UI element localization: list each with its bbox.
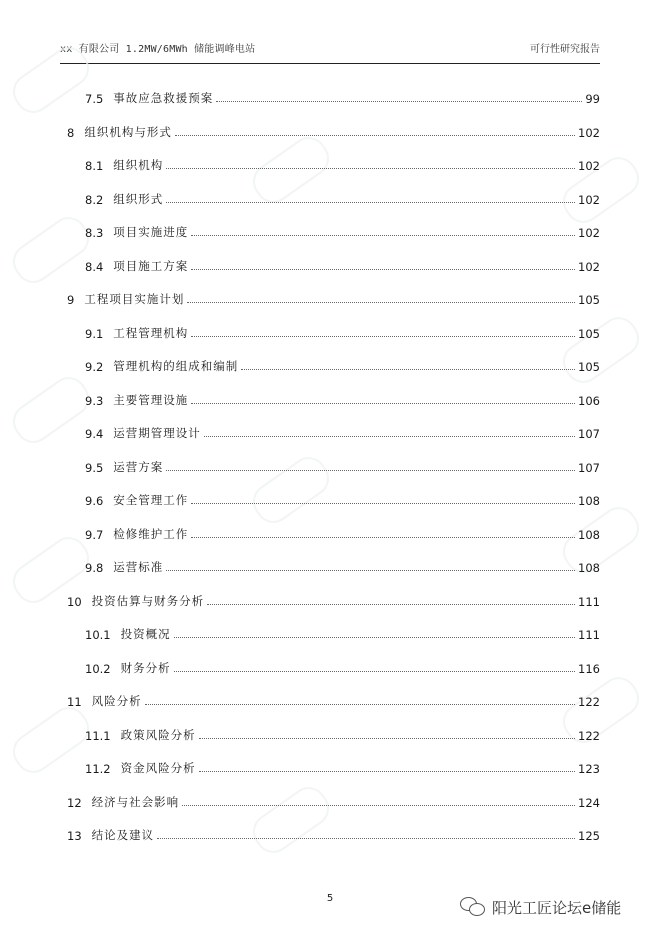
toc-entry-title: 结论及建议 xyxy=(91,828,155,842)
toc-entry-number: 8.2 xyxy=(85,192,104,207)
toc-dot-leader xyxy=(191,268,575,270)
toc-dot-leader xyxy=(199,737,575,739)
toc-entry-title: 安全管理工作 xyxy=(113,493,189,507)
toc-entry-title: 投资概况 xyxy=(120,627,171,641)
toc-entry-page: 125 xyxy=(578,829,600,843)
toc-entry-number: 8.3 xyxy=(85,226,104,240)
toc-entry-title: 工程项目实施计划 xyxy=(84,292,185,306)
toc-entry-number: 9.8 xyxy=(85,561,104,575)
toc-entry[interactable] xyxy=(85,86,600,106)
toc-entry-number: 11.2 xyxy=(85,762,111,776)
toc-dot-leader xyxy=(191,536,575,538)
toc-entry[interactable] xyxy=(67,790,600,810)
toc-dot-leader xyxy=(174,670,575,672)
toc-entry-page: 102 xyxy=(578,125,600,140)
toc-entry-number: 9.1 xyxy=(85,326,104,341)
toc-entry-page: 107 xyxy=(578,460,600,475)
toc-entry[interactable] xyxy=(67,120,600,140)
header-divider xyxy=(60,63,600,64)
toc-dot-leader xyxy=(191,335,575,337)
toc-entry-title: 投资估算与财务分析 xyxy=(91,593,205,608)
toc-entry-title: 项目施工方案 xyxy=(113,258,189,273)
toc-entry-title: 检修维护工作 xyxy=(113,526,189,541)
toc-entry[interactable] xyxy=(85,622,600,642)
wechat-icon xyxy=(460,897,486,917)
toc-entry-title: 组织机构 xyxy=(113,158,164,172)
toc-entry-title: 工程管理机构 xyxy=(113,325,189,340)
toc-entry-title: 运营方案 xyxy=(113,459,164,474)
toc-entry-number: 13 xyxy=(67,829,82,843)
toc-entry-page: 123 xyxy=(578,762,600,776)
toc-dot-leader xyxy=(166,201,575,203)
toc-entry-title: 风险分析 xyxy=(91,694,142,708)
toc-entry-title: 项目实施进度 xyxy=(113,225,189,239)
toc-entry[interactable] xyxy=(85,388,600,408)
header-company-title: xx 有限公司 1.2MW/6MWh 储能调峰电站 xyxy=(60,44,256,55)
toc-entry-title: 运营标准 xyxy=(113,560,164,574)
toc-dot-leader xyxy=(157,837,575,839)
toc-entry[interactable] xyxy=(85,254,600,274)
toc-entry-number: 9.7 xyxy=(85,527,104,542)
toc-entry-page: 111 xyxy=(578,628,600,642)
toc-entry-number: 8.4 xyxy=(85,259,104,274)
toc-entry-page: 122 xyxy=(578,728,600,743)
toc-entry-number: 7.5 xyxy=(85,92,104,106)
toc-dot-leader xyxy=(187,301,575,303)
toc-entry[interactable] xyxy=(85,488,600,508)
toc-entry[interactable] xyxy=(85,321,600,341)
toc-entry-page: 108 xyxy=(578,527,600,542)
toc-entry[interactable] xyxy=(67,589,600,609)
toc-dot-leader xyxy=(191,234,575,236)
toc-entry-page: 105 xyxy=(578,326,600,341)
toc-dot-leader xyxy=(207,603,575,605)
watermark-stamp xyxy=(6,700,96,780)
watermark-caption xyxy=(460,893,660,921)
watermark-text: 阳光工匠论坛e储能 xyxy=(492,898,622,917)
toc-entry-page: 124 xyxy=(578,795,600,810)
toc-entry-number: 8 xyxy=(67,125,75,140)
toc-entry-page: 99 xyxy=(585,92,600,106)
toc-entry[interactable] xyxy=(85,522,600,542)
toc-entry-number: 9.6 xyxy=(85,494,104,508)
toc-dot-leader xyxy=(182,804,575,806)
watermark-stamp xyxy=(6,370,96,450)
toc-entry-page: 102 xyxy=(578,226,600,240)
toc-dot-leader xyxy=(145,703,575,705)
toc-entry-title: 财务分析 xyxy=(120,660,171,675)
toc-entry-page: 106 xyxy=(578,393,600,408)
toc-entry-number: 10.1 xyxy=(85,628,111,642)
toc-entry[interactable] xyxy=(85,354,600,374)
toc-dot-leader xyxy=(241,368,575,370)
page-number: 5 xyxy=(326,893,334,904)
toc-entry-title: 事故应急救援预案 xyxy=(113,91,214,105)
toc-entry-number: 9.2 xyxy=(85,360,104,374)
toc-dot-leader xyxy=(199,770,575,772)
toc-entry-number: 9.5 xyxy=(85,460,104,475)
page-header xyxy=(60,38,600,58)
toc-entry-page: 111 xyxy=(578,594,600,609)
toc-dot-leader xyxy=(166,167,575,169)
toc-entry[interactable] xyxy=(67,823,600,843)
toc-entry[interactable] xyxy=(85,187,600,207)
toc-dot-leader xyxy=(191,402,575,404)
toc-entry-number: 8.1 xyxy=(85,159,104,173)
toc-dot-leader xyxy=(166,569,575,571)
toc-entry[interactable] xyxy=(85,656,600,676)
toc-entry-number: 10.2 xyxy=(85,661,111,676)
toc-entry[interactable] xyxy=(85,455,600,475)
toc-entry-page: 102 xyxy=(578,259,600,274)
toc-entry-page: 116 xyxy=(578,661,600,676)
toc-entry-number: 9 xyxy=(67,293,75,307)
toc-entry[interactable] xyxy=(85,421,600,441)
toc-entry-page: 105 xyxy=(578,360,600,374)
toc-entry-page: 108 xyxy=(578,494,600,508)
toc-dot-leader xyxy=(204,435,575,437)
toc-entry-title: 主要管理设施 xyxy=(113,392,189,407)
watermark-stamp xyxy=(6,210,96,290)
toc-entry-number: 9.4 xyxy=(85,427,104,441)
toc-dot-leader xyxy=(175,134,575,136)
toc-entry-page: 107 xyxy=(578,427,600,441)
toc-entry-page: 105 xyxy=(578,293,600,307)
toc-entry[interactable] xyxy=(67,287,600,307)
toc-dot-leader xyxy=(216,100,582,102)
toc-entry-title: 经济与社会影响 xyxy=(91,794,180,809)
toc-entry[interactable] xyxy=(67,689,600,709)
toc-dot-leader xyxy=(174,636,575,638)
toc-entry[interactable] xyxy=(85,153,600,173)
toc-entry-number: 12 xyxy=(67,795,82,810)
toc-entry-number: 11.1 xyxy=(85,728,111,743)
toc-entry[interactable] xyxy=(85,723,600,743)
toc-entry-title: 政策风险分析 xyxy=(120,727,196,742)
toc-entry-title: 组织形式 xyxy=(113,191,164,206)
toc-entry[interactable] xyxy=(85,220,600,240)
toc-dot-leader xyxy=(166,469,575,471)
toc-entry-number: 9.3 xyxy=(85,393,104,408)
toc-entry-title: 组织机构与形式 xyxy=(84,124,172,139)
toc-entry-title: 运营期管理设计 xyxy=(113,426,201,440)
toc-entry[interactable] xyxy=(85,555,600,575)
toc-entry-number: 11 xyxy=(67,695,82,709)
toc-entry-page: 108 xyxy=(578,561,600,575)
toc-entry-title: 管理机构的组成和编制 xyxy=(113,359,239,373)
toc-entry-page: 102 xyxy=(578,159,600,173)
toc-entry-page: 102 xyxy=(578,192,600,207)
toc-entry-title: 资金风险分析 xyxy=(120,761,196,775)
toc-dot-leader xyxy=(191,502,575,504)
header-report-title: 可行性研究报告 xyxy=(530,44,600,55)
toc-entry[interactable] xyxy=(85,756,600,776)
toc-entry-number: 10 xyxy=(67,594,82,609)
toc-entry-page: 122 xyxy=(578,695,600,709)
